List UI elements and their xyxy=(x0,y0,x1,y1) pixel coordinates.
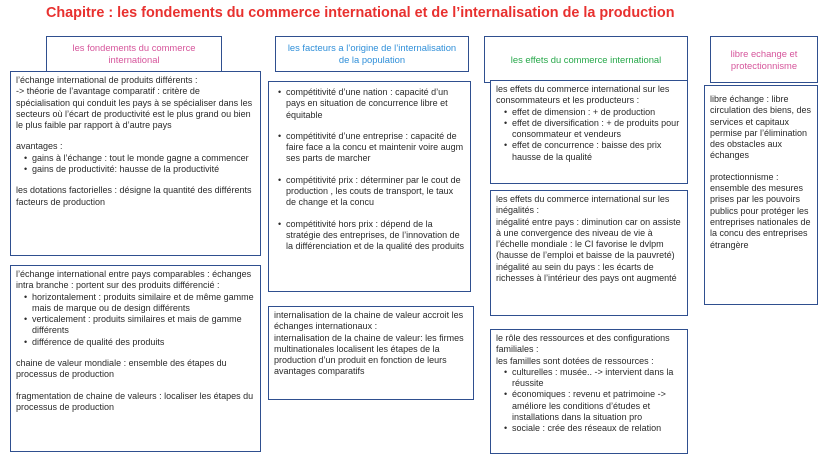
header-fondements-label: les fondements du commerce international xyxy=(72,42,196,65)
list-competitivite xyxy=(274,87,465,253)
box-competitivite xyxy=(268,81,471,292)
text-libre-echange: libre échange : libre circulation des biens, des services et capitaux permise par l’élimination des obstacles aux échanges xyxy=(710,94,812,161)
list-item: • horizontalement : produits similaire et de même gamme mais de marque ou de design différents xyxy=(24,292,255,315)
text-inegalite-au-sein: inégalité au sein du pays : les écarts de richesses à l’intérieur des pays ont augmenté xyxy=(496,261,677,284)
text-protectionnisme: protectionnisme : ensemble des mesures prises par les pouvoirs publics pour protéger les entreprises nationales de la concu des entreprises étrangère xyxy=(710,171,811,250)
list-item: • culturelles : musée.. -> intervient dans la réussite xyxy=(504,367,682,390)
list-item: • effet de diversification : + de produits pour consommateur et vendeurs xyxy=(504,118,682,141)
box-ressources-familiales xyxy=(490,329,688,454)
text-avantage-comparatif: -> théorie de l’avantage comparatif : critère de spécialisation qui conduit les pays à se spécialiser dans les secteurs où l’écart de productivité est le plus grand ou bien le plus faible par rapport à d’autre pays xyxy=(16,86,253,131)
box-libre-echange xyxy=(704,85,818,305)
list-item: • compétitivité d’une nation : capacité d’un pays en situation de concurrence libre et équitable xyxy=(278,87,465,121)
text-familles-dotees: les familles sont dotées de ressources : xyxy=(496,355,654,366)
text-internalisation-definition: internalisation de la chaine de valeur: les firmes multinationales localisent les étapes de la production d’un produit en fonction de leurs avantages comparatifs xyxy=(274,332,464,377)
header-libre-echange-label: libre echange et protectionnisme xyxy=(730,47,798,71)
list-item: • gains à l’échange : tout le monde gagne a commencer xyxy=(24,153,255,164)
box-effets-consommateurs xyxy=(490,80,688,184)
list-item: • effet de dimension : + de production xyxy=(504,107,682,118)
text-role-ressources: le rôle des ressources et des configurations familiales : xyxy=(496,333,670,355)
text-echange-pays-comparables: l’échange international entre pays comparables : échanges intra branche : portent sur des produits différencié : xyxy=(16,269,252,291)
list-avantages xyxy=(16,153,255,176)
text-internalisation-accroit: internalisation de la chaine de valeur accroit les échanges internationaux : xyxy=(274,310,464,332)
list-effets xyxy=(496,107,682,163)
list-item: • différence de qualité des produits xyxy=(24,337,255,348)
list-ressources xyxy=(496,367,682,435)
text-echange-produits-differents: l’échange international de produits différents : xyxy=(16,75,198,85)
text-fragmentation: fragmentation de chaine de valeurs : localiser les étapes du processus de production xyxy=(16,390,254,412)
list-item: • sociale : crée des réseaux de relation xyxy=(504,423,682,434)
box-effets-inegalites xyxy=(490,190,688,316)
list-item: • économiques : revenu et patrimoine -> améliore les conditions d’études et installations dans la situation pro xyxy=(504,389,682,423)
header-libre-echange xyxy=(710,36,818,83)
text-dotations-factorielles: les dotations factorielles : désigne la quantité des différents facteurs de production xyxy=(16,185,252,207)
list-item: • gains de productivité: hausse de la productivité xyxy=(24,164,255,175)
list-item: • compétitivité d’une entreprise : capacité de faire face a la concu et maintenir voire augm ses parts de marcher xyxy=(278,131,465,165)
list-item: • compétitivité prix : déterminer par le cout de production , les couts de transport, le taux de change et la concu xyxy=(278,175,465,209)
box-fondements-avantage xyxy=(10,71,261,256)
text-effets-consommateurs: les effets du commerce international sur les consommateurs et les producteurs : xyxy=(496,84,670,106)
page-title: Chapitre : les fondements du commerce international et de l’internalisation de la production xyxy=(46,5,675,21)
header-effets xyxy=(484,36,688,83)
list-item: • verticalement : produits similaires et mais de gamme différents xyxy=(24,314,255,337)
text-avantages: avantages : xyxy=(16,141,63,152)
text-chaine-valeur-mondiale: chaine de valeur mondiale : ensemble des étapes du processus de production xyxy=(16,358,227,380)
header-effets-label: les effets du commerce international xyxy=(510,53,662,65)
list-item: • effet de concurrence : baisse des prix hausse de la qualité xyxy=(504,140,682,163)
header-facteurs xyxy=(275,36,469,72)
box-fondements-intra-branche xyxy=(10,265,261,452)
header-facteurs-label: les facteurs a l’origine de l’internalisation de la population xyxy=(287,42,457,65)
text-effets-inegalites: les effets du commerce international sur les inégalités : xyxy=(496,194,670,216)
box-chaine-valeur xyxy=(268,306,474,400)
text-inegalite-entre-pays: inégalité entre pays : diminution car on assiste à une convergence des niveau de vie à l’échelle mondiale : le CI favorise le dvlpm (hausse de l’emploi et baisse de la pauvreté) xyxy=(496,216,681,261)
list-item: • compétitivité hors prix : dépend de la stratégie des entreprises, de l’innovation de la différenciation et de la qualité des produits xyxy=(278,219,465,253)
header-fondements xyxy=(46,36,222,72)
list-differenciation xyxy=(16,292,255,348)
